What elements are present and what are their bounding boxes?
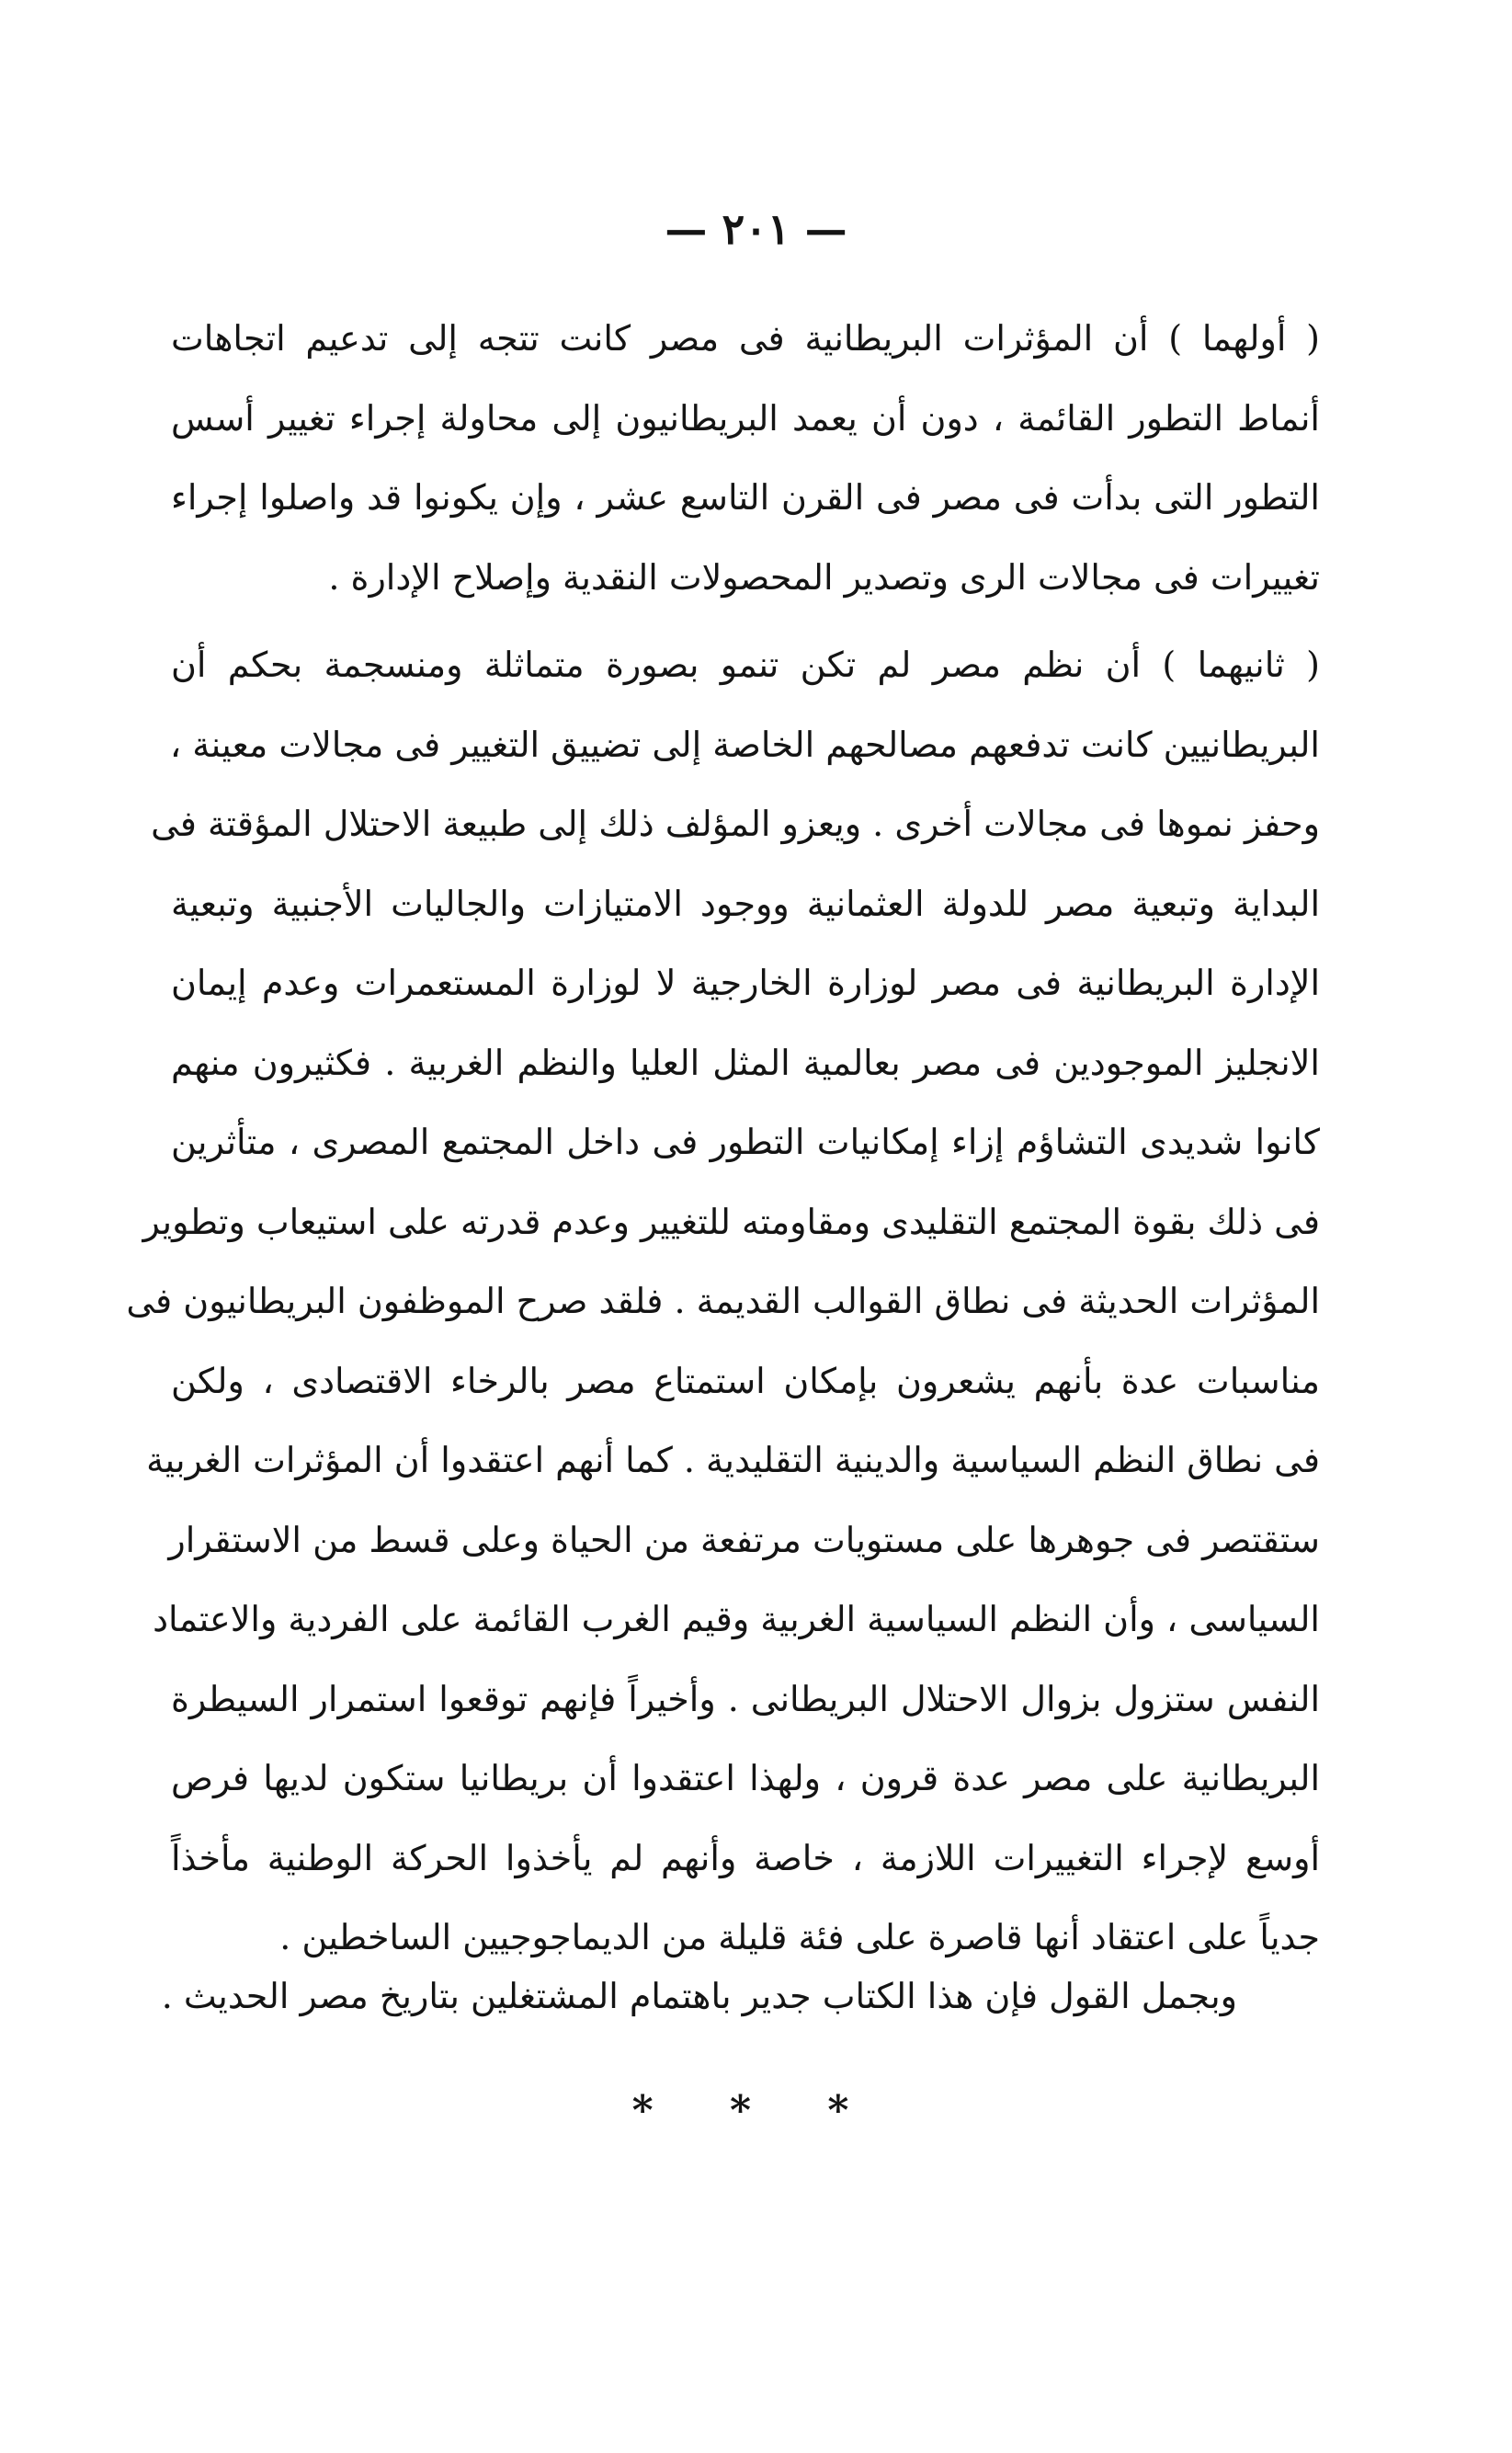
text-line: جدياً على اعتقاد أنها قاصرة على فئة قليلة من الديماجوجيين الساخطين . [279, 1917, 1320, 1957]
text-line: كانوا شديدى التشاؤم إزاء إمكانيات التطور فى داخل المجتمع المصرى ، متأثرين [171, 1122, 1320, 1162]
text-line: الانجليز الموجودين فى مصر بعالمية المثل العليا والنظم الغربية . فكثيرون منهم [171, 1042, 1320, 1083]
text-line: تغييرات فى مجالات الرى وتصدير المحصولات النقدية وإصلاح الإدارة . [328, 556, 1320, 598]
text-line: البداية وتبعية مصر للدولة العثمانية ووجود الامتيازات والجاليات الأجنبية وتبعية [171, 883, 1320, 924]
text-line: البريطانيين كانت تدفعهم مصالحهم الخاصة إلى تضييق التغيير فى مجالات معينة ، [169, 724, 1320, 765]
text-line: المؤثرات الحديثة فى نطاق القوالب القديمة . فلقد صرح الموظفون البريطانيون فى [126, 1281, 1320, 1321]
text-line: البريطانية على مصر عدة قرون ، ولهذا اعتقدوا أن بريطانيا ستكون لديها فرص [171, 1758, 1320, 1798]
closing-sentence: وبجمل القول فإن هذا الكتاب جدير باهتمام المشتغلين بتاريخ مصر الحديث . [161, 1976, 1237, 2016]
section-ornament: * * * [631, 2087, 881, 2134]
paragraph-second-point [126, 625, 1321, 1978]
text-line: أنماط التطور القائمة ، دون أن يعمد البريطانيون إلى محاولة إجراء تغيير أسس [171, 397, 1320, 439]
text-line: فى نطاق النظم السياسية والدينية التقليدية . كما أنهم اعتقدوا أن المؤثرات الغربية [146, 1440, 1320, 1480]
text-line: الإدارة البريطانية فى مصر لوزارة الخارجية لا لوزارة المستعمرات وعدم إيمان [171, 963, 1321, 1003]
text-line: أوسع لإجراء التغييرات اللازمة ، خاصة وأنهم لم يأخذوا الحركة الوطنية مأخذاً [171, 1837, 1320, 1878]
text-line: مناسبات عدة بأنهم يشعرون بإمكان استمتاع مصر بالرخاء الاقتصادى ، ولكن [171, 1360, 1320, 1401]
text-line: وحفز نموها فى مجالات أخرى . ويعزو المؤلف ذلك إلى طبيعة الاحتلال المؤقتة فى [151, 804, 1320, 844]
text-line: السياسى ، وأن النظم السياسية الغربية وقيم الغرب القائمة على الفردية والاعتماد [153, 1599, 1320, 1639]
text-line: ستقتصر فى جوهرها على مستويات مرتفعة من الحياة وعلى قسط من الاستقرار [168, 1519, 1320, 1560]
page-number: — ٢٠١ — [665, 204, 847, 254]
text-line: التطور التى بدأت فى مصر فى القرن التاسع عشر ، وإن يكونوا قد واصلوا إجراء [171, 477, 1320, 518]
text-line: ( أولهما ) أن المؤثرات البريطانية فى مصر كانت تتجه إلى تدعيم اتجاهات [171, 318, 1320, 359]
paragraph-first-point [171, 299, 1320, 617]
text-line: فى ذلك بقوة المجتمع التقليدى ومقاومته للتغيير وعدم قدرته على استيعاب وتطوير [142, 1201, 1320, 1242]
text-line: النفس ستزول بزوال الاحتلال البريطانى . وأخيراً فإنهم توقعوا استمرار السيطرة [171, 1678, 1320, 1719]
text-line: ( ثانيهما ) أن نظم مصر لم تكن تنمو بصورة متماثلة ومنسجمة بحكم أن [171, 645, 1320, 685]
